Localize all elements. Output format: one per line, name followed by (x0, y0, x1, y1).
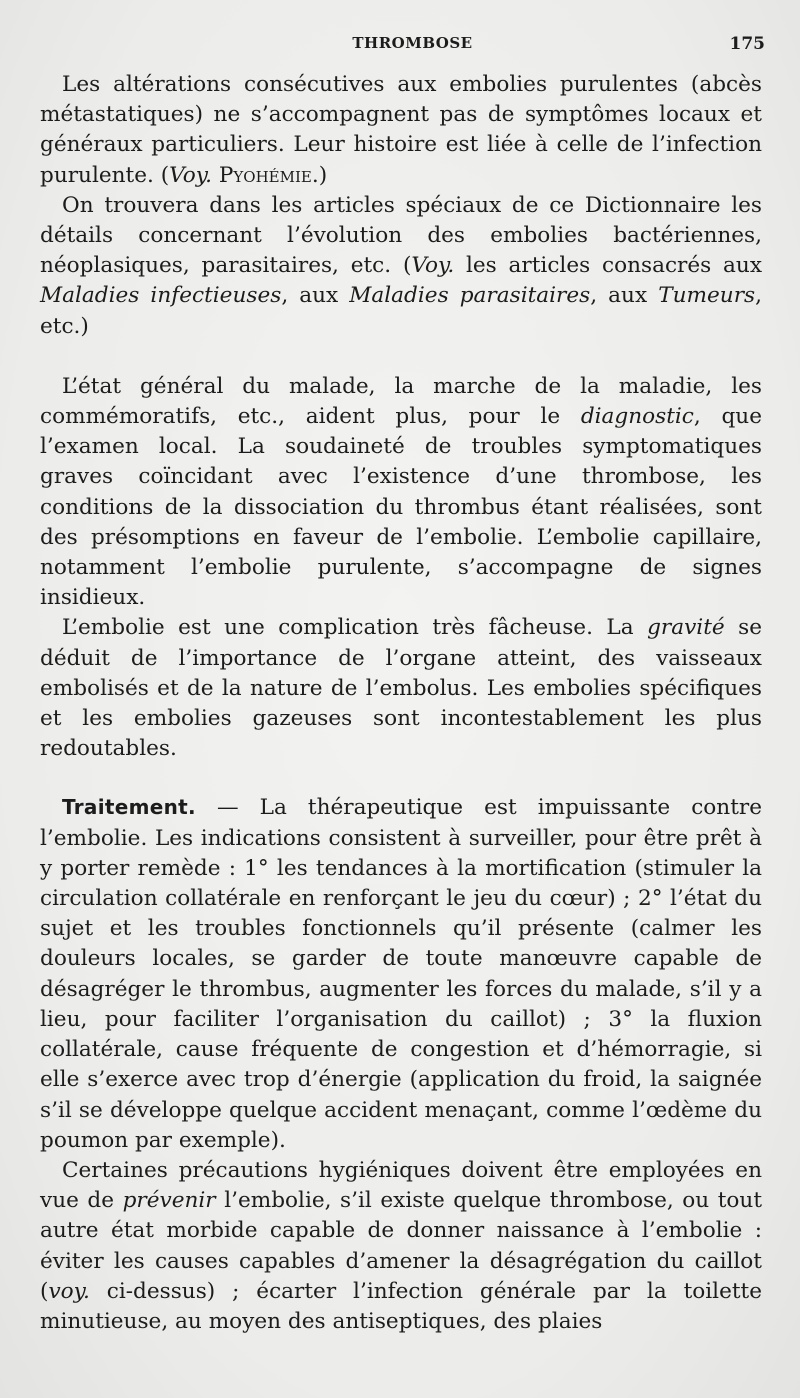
text-run: , etc.) (40, 283, 762, 339)
text-run: , aux (590, 283, 659, 309)
text-run: les articles consacrés aux (454, 253, 762, 279)
text-run: , aux (281, 283, 350, 309)
paragraph-gravite (40, 613, 762, 764)
running-head (60, 34, 765, 56)
text-run: ci-dessus) ; écarter l’infection générale par la toilette minutieuse, au moyen des antiseptiques, des plaies (40, 1278, 762, 1334)
italic-text: gravité (647, 615, 725, 641)
text-run (212, 163, 219, 188)
italic-text: Maladies parasitaires (349, 283, 591, 309)
paragraph-traitement (40, 792, 762, 1155)
paragraph-spacer (40, 342, 762, 372)
text-run: Certaines précautions hygiéniques doivent être employées en vue de (40, 1157, 762, 1214)
text-run: l’embolie, s’il existe quelque thrombose, ou tout autre état morbide capable de donner naissance à l’embolie : éviter les causes capables d’amener la désagrégation du caillot ( (40, 1188, 762, 1304)
text-run: .) (311, 162, 328, 188)
cross-reference: Pyohémie (218, 162, 312, 188)
paragraph-diagnostic (40, 372, 762, 614)
italic-text: diagnostic (580, 404, 694, 430)
paragraph-articles-speciaux (40, 191, 762, 342)
paragraph-embolies-purulentes (40, 70, 762, 191)
body-text (40, 70, 762, 1337)
text-run: , que l’examen local. La soudaineté de troubles symptomatiques graves coïncidant avec l’existence d’une thrombose, les conditions de la dissociation du thrombus étant réalisées, sont des présomptions en faveur de l’embolie. L’embolie capillaire, notamment l’embolie purulente, s’accompagne de signes insidieux. (40, 404, 762, 611)
italic-text: prévenir (122, 1188, 216, 1214)
italic-text: Voy. (411, 253, 455, 279)
italic-text: Tumeurs (658, 283, 756, 309)
text-run: On trouvera dans les articles spéciaux de ce Dictionnaire les détails concernant l’évolution des embolies bactériennes, néoplasiques, parasitaires, etc. ( (40, 192, 762, 279)
paragraph-prevention (40, 1156, 762, 1337)
running-title: THROMBOSE (352, 34, 473, 52)
text-run: L’embolie est une complication très fâcheuse. La (62, 615, 648, 641)
italic-text: Voy. (169, 162, 212, 188)
text-run: Les altérations consécutives aux embolies purulentes (abcès métastatiques) ne s’accompagnent pas de symptômes locaux et généraux particuliers. Leur histoire est liée à celle de l’infection purulente. ( (40, 72, 762, 188)
page-number: 175 (729, 34, 765, 54)
italic-text: voy. (48, 1278, 90, 1304)
text-run: — La thérapeutique est impuissante contre l’embolie. Les indications consistent à surveiller, pour être prêt à y porter remède : 1° les tendances à la mortification (stimuler la circulation collatérale en renforçant le jeu du cœur) ; 2° l’état du sujet et les troubles fonctionnels qu’il présente (calmer les douleurs locales, se garder de toute manœuvre capable de désagréger le thrombus, augmenter les forces du malade, s’il y a lieu, pour faciliter l’organisation du caillot) ; 3° la fluxion collatérale, cause fréquente de congestion et d’hémorragie, si elle s’exerce avec trop d’énergie (application du froid, la saignée s’il se développe quelque accident menaçant, comme l’œdème du poumon par exemple). (40, 795, 762, 1153)
text-run: se déduit de l’importance de l’organe atteint, des vaisseaux embolisés et de la nature de l’embolus. Les embolies spécifiques et les embolies gazeuses sont incontestablement les plus redoutables. (40, 615, 762, 762)
text-run: L’état général du malade, la marche de la maladie, les commémoratifs, etc., aident plus, pour le (40, 373, 762, 430)
section-heading: Traitement. (62, 795, 196, 820)
italic-text: Maladies infectieuses (40, 283, 282, 309)
paragraph-spacer (40, 764, 762, 792)
